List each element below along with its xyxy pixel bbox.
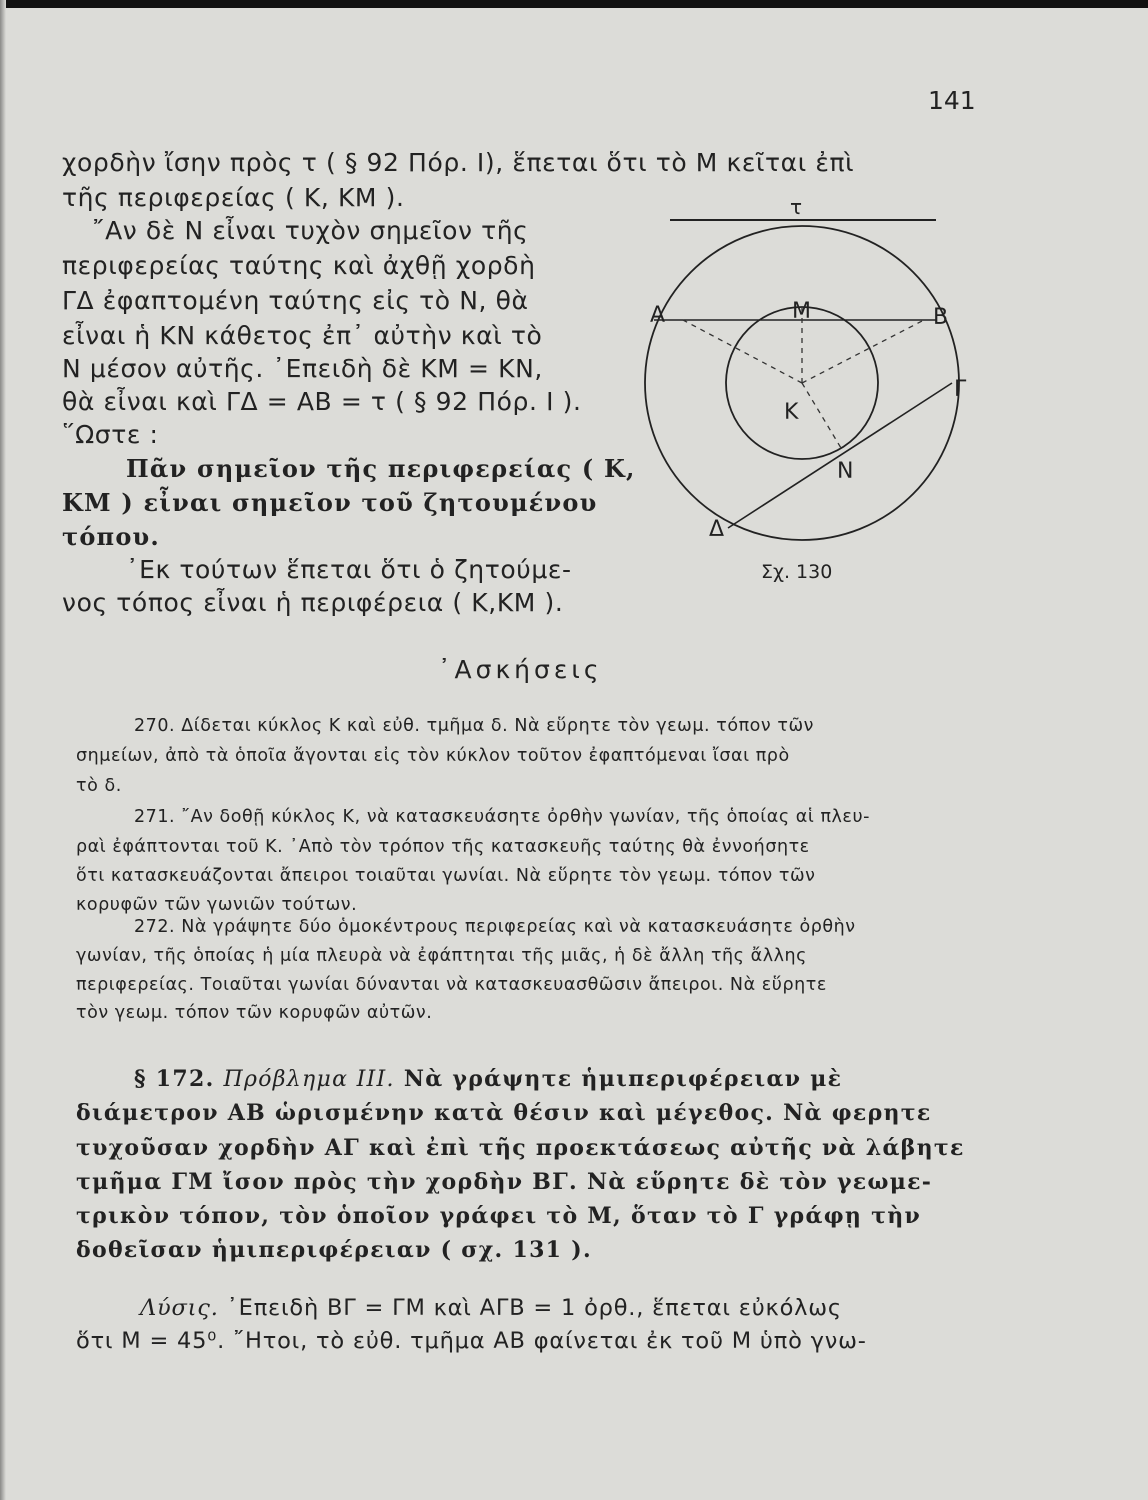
exercise-line: 272. Νὰ γράψητε δύο ὁμοκέντρους περιφερείας καὶ νὰ κατασκευάσητε ὀρθὴν [134,917,856,937]
intro-line: χορδὴν ἴσην πρὸς τ ( § 92 Πόρ. Ι), ἕπεται ὅτι τὸ Μ κεῖται ἐπὶ [62,148,855,177]
solution-text: ᾽Επειδὴ ΒΓ = ΓΜ καὶ ΑΓΒ = 1 ὀρθ., ἕπεται εὐκόλως [226,1295,842,1321]
exercise-line: ὅτι κατασκευάζονται ἄπειροι τοιαῦται γωνίαι. Νὰ εὕρητε τὸν γεωμ. τόπον τῶν [76,866,816,886]
paragraph-line: εἶναι ἡ ΚΝ κάθετος ἐπ᾽ αὐτὴν καὶ τὸ [62,321,543,350]
exercise-line: 271. ῎Αν δοθῇ κύκλος Κ, νὰ κατασκευάσητε ὀρθὴν γωνίαν, τῆς ὁποίας αἱ πλευ- [134,807,870,827]
theorem-line: τόπου. [62,522,160,551]
tau-label: τ [789,195,803,219]
problem-line: δοθεῖσαν ἡμιπεριφέρειαν ( σχ. 131 ). [76,1237,592,1263]
theorem-line: Πᾶν σημεῖον τῆς περιφερείας ( Κ, [126,454,636,483]
scan-top-border [0,0,1148,8]
problem-line: Νὰ γράψητε ἡμιπεριφέρειαν μὲ [403,1066,843,1092]
chord-GD [728,383,952,528]
exercise-line: σημείων, ἀπὸ τὰ ὁποῖα ἄγονται εἰς τὸν κύκλον τοῦτον ἐφαπτόμεναι ἴσαι πρὸ [76,746,790,766]
problem-line: διάμετρον ΑΒ ὡρισμένην κατὰ θέσιν καὶ μέγεθος. Νὰ φερητε [76,1100,932,1126]
exercises-heading: ᾽Ασκήσεις [438,655,603,684]
exercise-line: κορυφῶν τῶν γωνιῶν τούτων. [76,895,358,915]
paragraph-line: ΓΔ ἐφαπτομένη ταύτης εἰς τὸ Ν, θὰ [62,286,529,315]
problem-line: τρικὸν τόπον, τὸν ὁποῖον γράφει τὸ Μ, ὅταν τὸ Γ γράφῃ τὴν [76,1203,922,1229]
exercise-line: τὸ δ. [76,776,122,796]
page-number: 141 [928,86,976,115]
label-G: Γ [954,377,967,402]
figure-130 [630,195,967,600]
problem-line: τμῆμα ΓΜ ἴσον πρὸς τὴν χορδὴν ΒΓ. Νὰ εὕρητε δὲ τὸν γεωμε- [76,1169,933,1195]
paragraph-line: περιφερείας ταύτης καὶ ἀχθῇ χορδὴ [62,251,536,280]
solution-label: Λύσις. [140,1295,219,1321]
solution-line [140,1295,842,1321]
exercise-line: περιφερείας. Τοιαῦται γωνίαι δύνανται νὰ κατασκευασθῶσιν ἄπειροι. Νὰ εὕρητε [76,975,827,995]
label-A: Α [650,303,666,328]
label-M: Μ [792,299,811,324]
exercise-line: 270. Δίδεται κύκλος Κ καὶ εὐθ. τμῆμα δ. Νὰ εὕρητε τὸν γεωμ. τόπον τῶν [134,716,814,736]
paragraph-line: ῞Ωστε : [62,420,159,449]
paragraph-line: θὰ εἶναι καὶ ΓΔ = ΑΒ = τ ( § 92 Πόρ. Ι ). [62,387,582,416]
exercise-line: ραὶ ἐφάπτονται τοῦ Κ. ᾽Απὸ τὸν τρόπον τῆς κατασκευῆς ταύτης θὰ ἐννοήσητε [76,837,810,857]
label-N: Ν [837,459,854,484]
radius-KA [683,320,802,383]
problem-title: Πρόβλημα ΙΙΙ. [223,1067,395,1092]
solution-line: ὅτι Μ = 45⁰. ῎Ητοι, τὸ εὐθ. τμῆμα ΑΒ φαίνεται ἐκ τοῦ Μ ὑπὸ γνω- [76,1328,867,1354]
paragraph-line: ῎Αν δὲ Ν εἶναι τυχὸν σημεῖον τῆς [92,216,529,245]
radius-KN [802,383,841,448]
label-B: Β [933,305,949,330]
scan-left-shadow [0,0,6,1500]
problem-line: τυχοῦσαν χορδὴν ΑΓ καὶ ἐπὶ τῆς προεκτάσεως αὐτῆς νὰ λάβητε [76,1135,965,1161]
label-D: Δ [709,517,725,542]
radius-KB [802,320,924,383]
theorem-line: ΚΜ ) εἶναι σημεῖον τοῦ ζητουμένου [62,488,598,517]
conclusion-line: νος τόπος εἶναι ἡ περιφέρεια ( Κ,ΚΜ ). [62,588,564,617]
section-number: § 172. [134,1066,215,1092]
exercise-line: γωνίαν, τῆς ὁποίας ἡ μία πλευρὰ νὰ ἐφάπτηται τῆς μιᾶς, ἡ δὲ ἄλλη τῆς ἄλλης [76,946,807,966]
problem-first-line [134,1066,842,1092]
intro-line: τῆς περιφερείας ( Κ, ΚΜ ). [62,183,405,212]
figure-caption: Σχ. 130 [761,561,833,583]
label-K: Κ [784,400,799,425]
exercise-line: τὸν γεωμ. τόπον τῶν κορυφῶν αὐτῶν. [76,1003,433,1023]
conclusion-line: ᾽Εκ τούτων ἕπεται ὅτι ὁ ζητούμε- [126,555,572,584]
paragraph-line: Ν μέσον αὐτῆς. ᾽Επειδὴ δὲ ΚΜ = ΚΝ, [62,354,543,383]
